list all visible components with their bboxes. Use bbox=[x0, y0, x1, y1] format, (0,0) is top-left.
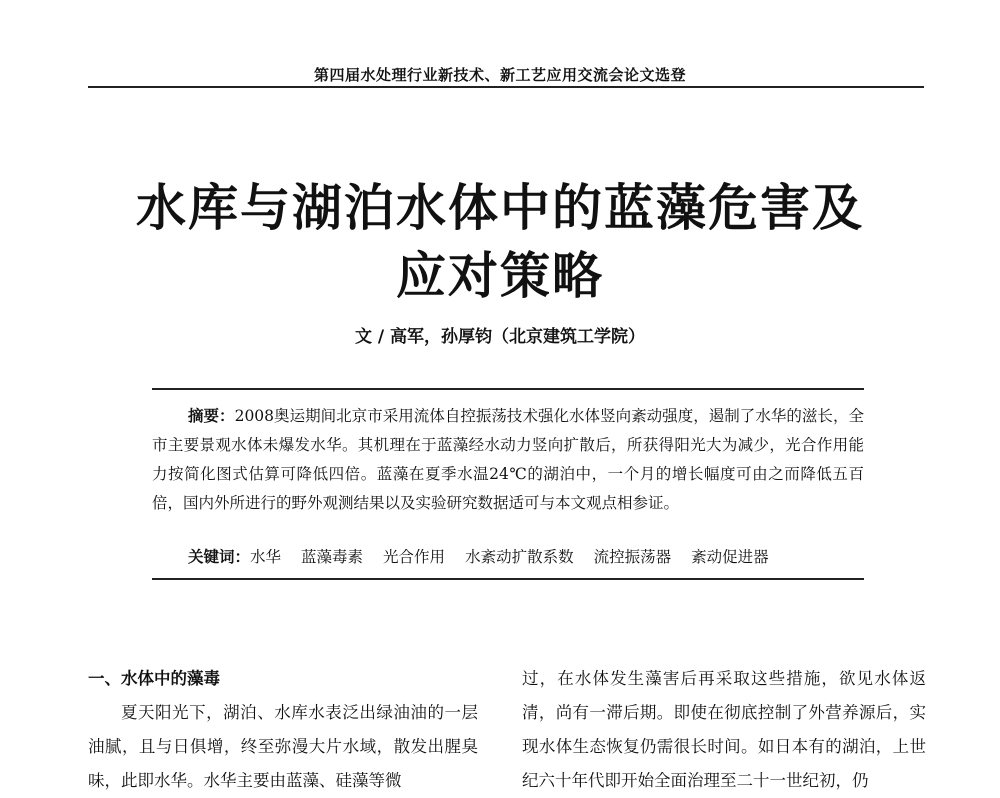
body-paragraph: 夏天阳光下，湖泊、水库水表泛出绿油油的一层油腻，且与日俱增，终至弥漫大片水域，散发出腥臭味，此即水华。水华主要由蓝藻、硅藻等微 bbox=[88, 703, 478, 790]
abstract-rule-top bbox=[152, 388, 864, 390]
abstract-label: 摘要： bbox=[188, 407, 235, 425]
abstract bbox=[152, 402, 864, 518]
body-column-right bbox=[522, 662, 926, 798]
abstract-rule-bottom bbox=[152, 578, 864, 580]
section-heading: 一、水体中的藻毒 bbox=[88, 669, 220, 688]
keyword: 蓝藻毒素 bbox=[301, 548, 364, 566]
keyword: 紊动促进器 bbox=[691, 548, 769, 566]
keywords bbox=[188, 545, 864, 569]
keyword: 光合作用 bbox=[383, 548, 446, 566]
article-title bbox=[0, 174, 1000, 310]
keyword: 流控振荡器 bbox=[593, 548, 672, 566]
keywords-label: 关键词： bbox=[188, 548, 251, 566]
author-byline: 文 / 高军，孙厚钧（北京建筑工学院） bbox=[354, 327, 646, 347]
body-paragraph: 过，在水体发生藻害后再采取这些措施，欲见水体返清，尚有一滞后期。即使在彻底控制了外营养源后，实现水体生态恢复仍需很长时间。如日本有的湖泊，上世纪六十年代即开始全面治理至二十一世纪初，仍 bbox=[522, 669, 926, 790]
title-line-2: 应对策略 bbox=[396, 246, 604, 305]
abstract-text: 2008奥运期间北京市采用流体自控振荡技术强化水体竖向紊动强度，遏制了水华的滋长，全市主要景观水体未爆发水华。其机理在于蓝藻经水动力竖向扩散后，所获得阳光大为减少，光合作用能力按简化图式估算可降低四倍。蓝藻在夏季水温24℃的湖泊中，一个月的增长幅度可由之而降低五百倍，国内外所进行的野外观测结果以及实验研究数据适可与本文观点相参证。 bbox=[152, 407, 864, 512]
keyword: 水紊动扩散系数 bbox=[465, 548, 574, 566]
title-line-1: 水库与湖泊水体中的蓝藻危害及 bbox=[136, 178, 864, 237]
header-rule bbox=[88, 86, 924, 88]
keyword: 水华 bbox=[250, 548, 282, 566]
body-column-left bbox=[88, 662, 478, 798]
running-header: 第四届水处理行业新技术、新工艺应用交流会论文选登 bbox=[313, 66, 686, 84]
